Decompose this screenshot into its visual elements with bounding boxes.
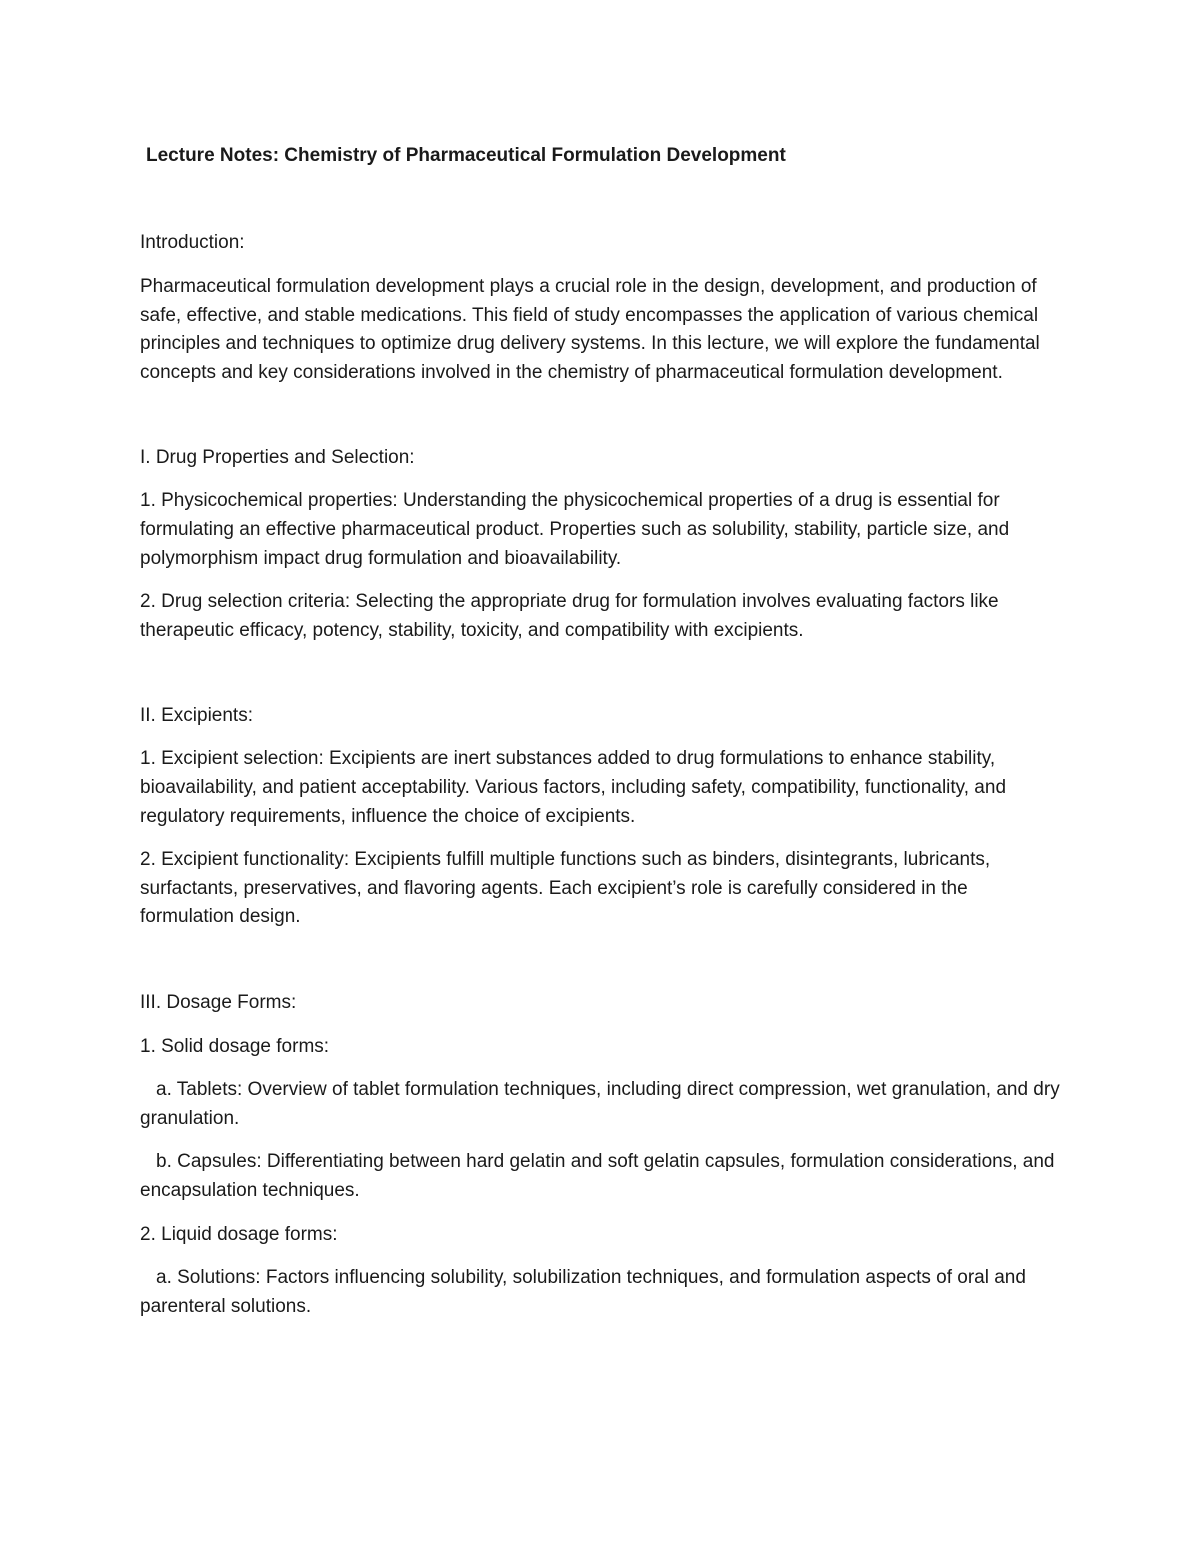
- document-page: [140, 140, 1065, 1321]
- point-excipient-selection: 1. Excipient selection: Excipients are inert substances added to drug formulations to enhance stability, bioavailability, and patient acceptability. Various factors, including safety, compatibility, functionality, and regulatory requirements, influence the choice of excipients.: [140, 748, 1007, 827]
- point-drug-selection-criteria: 2. Drug selection criteria: Selecting the appropriate drug for formulation involves evaluating factors like therapeutic efficacy, potency, stability, toxicity, and compatibility with excipients.: [140, 591, 999, 641]
- introduction-paragraph: Pharmaceutical formulation development plays a crucial role in the design, development, and production of safe, effective, and stable medications. This field of study encompasses the application of various chemical principles and techniques to optimize drug delivery systems. In this lecture, we will explore the fundamental concepts and key considerations involved in the chemistry of pharmaceutical formulation development.: [140, 276, 1040, 383]
- solid-dosage-forms-label: 1. Solid dosage forms:: [140, 1035, 330, 1057]
- item-tablets: a. Tablets: Overview of tablet formulation techniques, including direct compression, wet granulation, and dry granulation.: [140, 1078, 1060, 1129]
- section-heading-drug-properties: I. Drug Properties and Selection:: [140, 447, 415, 469]
- point-physicochemical-properties: 1. Physicochemical properties: Understanding the physicochemical properties of a drug is essential for formulating an effective pharmaceutical product. Properties such as solubility, stability, particle size, and polymorphism impact drug formulation and bioavailability.: [140, 490, 1010, 569]
- point-excipient-functionality: 2. Excipient functionality: Excipients fulfill multiple functions such as binders, disintegrants, lubricants, surfactants, preservatives, and flavoring agents. Each excipient’s role is carefully considered in the formulation design.: [140, 849, 991, 928]
- item-capsules: b. Capsules: Differentiating between hard gelatin and soft gelatin capsules, formulation considerations, and encapsulation techniques.: [140, 1151, 1055, 1201]
- section-heading-dosage-forms: III. Dosage Forms:: [140, 991, 297, 1013]
- liquid-dosage-forms-label: 2. Liquid dosage forms:: [140, 1224, 338, 1246]
- item-solutions: a. Solutions: Factors influencing solubility, solubilization techniques, and formulation aspects of oral and parenteral solutions.: [140, 1267, 1026, 1317]
- introduction-heading: Introduction:: [140, 232, 245, 253]
- section-heading-excipients: II. Excipients:: [140, 705, 253, 727]
- document-title: Lecture Notes: Chemistry of Pharmaceutical Formulation Development: [146, 145, 786, 166]
